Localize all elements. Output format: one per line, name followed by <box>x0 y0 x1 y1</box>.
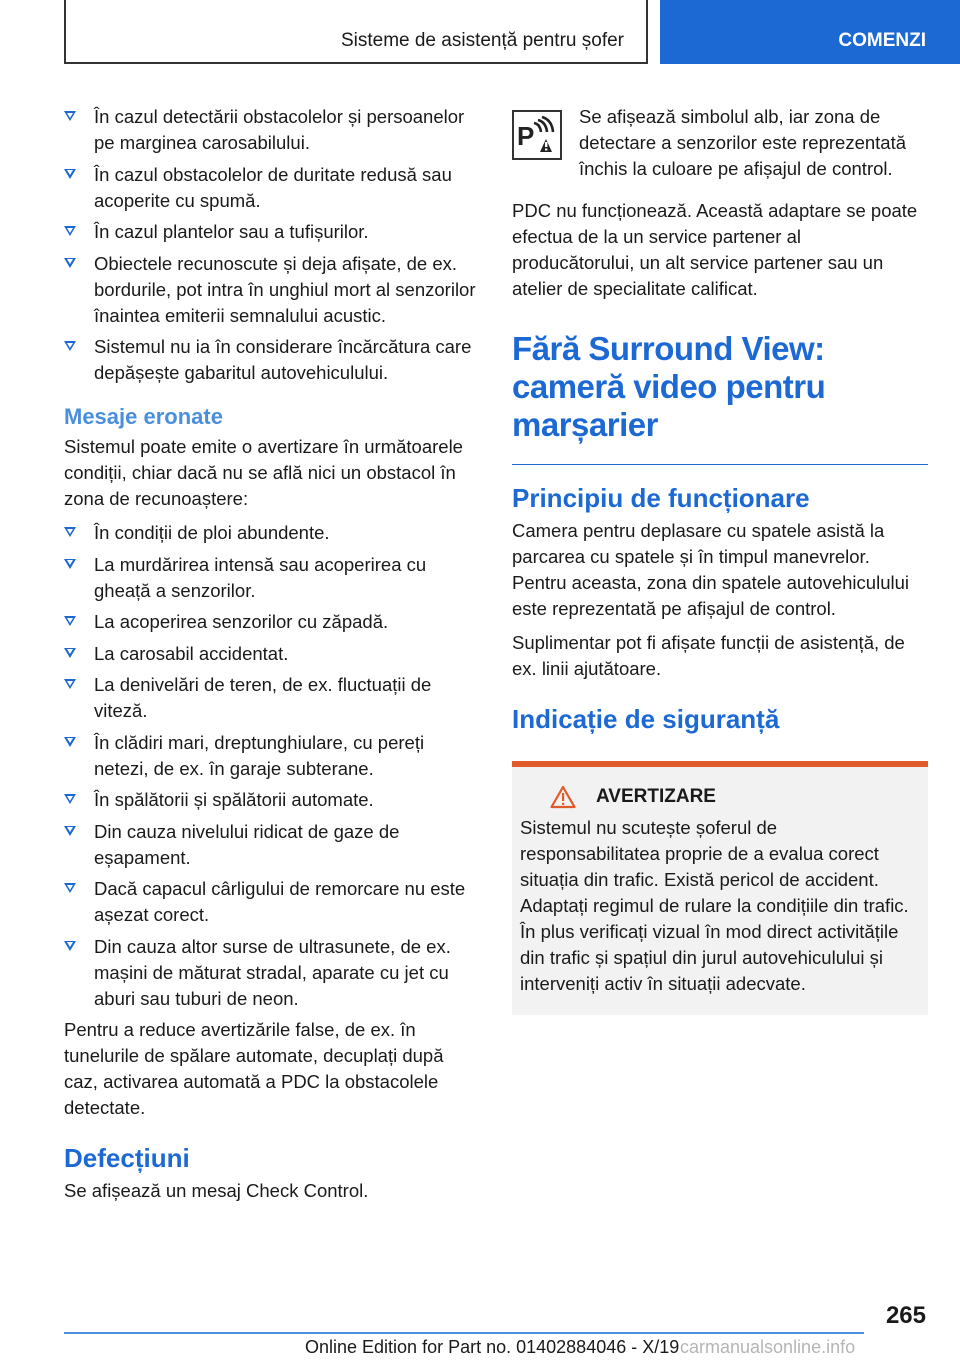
list-item-text: În cazul obstacolelor de duritate redusă sau acoperite cu spumă. <box>94 163 452 211</box>
defects-paragraph: Se afișează un mesaj Check Control. <box>64 1180 369 1201</box>
list-item <box>64 251 480 329</box>
triangle-bullet-icon <box>64 559 76 569</box>
list-item-text: În clădiri mari, dreptunghiulare, cu pereți netezi, de ex. în garaje subterane. <box>94 731 425 779</box>
triangle-bullet-icon <box>64 616 76 626</box>
triangle-bullet-icon <box>64 527 76 537</box>
header-section-box <box>64 0 648 64</box>
warning-box <box>512 761 928 1015</box>
list-item-text: În condiții de ploi abundente. <box>94 522 330 543</box>
triangle-bullet-icon <box>64 883 76 893</box>
right-column <box>512 104 928 1015</box>
triangle-bullet-icon <box>64 226 76 236</box>
footer-watermark: carmanualsonline.info <box>680 1337 856 1357</box>
triangle-bullet-icon <box>64 941 76 951</box>
svg-text:P: P <box>517 121 535 151</box>
list-item <box>64 552 480 604</box>
triangle-bullet-icon <box>64 648 76 658</box>
error-messages-intro: Sistemul poate emite o avertizare în următoarele condiții, chiar dacă nu se află nici un obstacol în zona de recunoaștere: <box>64 436 463 509</box>
list-item-text: În cazul detectării obstacolelor și persoanelor pe marginea carosabilului. <box>94 106 465 153</box>
list-item <box>64 730 480 782</box>
symbol-description-text: Se afișează simbolul alb, iar zona de detectare a senzorilor este reprezentată închis la culoare pe afișajul de control. <box>579 106 907 179</box>
safety-heading: Indicație de siguranță <box>512 704 780 734</box>
triangle-bullet-icon <box>64 737 76 747</box>
list-item <box>64 934 480 1012</box>
bullet-list-error-conditions <box>64 520 480 1012</box>
list-item-text: La acoperirea senzorilor cu zăpadă. <box>94 611 389 632</box>
footer-edition: Online Edition for Part no. 01402884046 - X/19 <box>305 1337 680 1357</box>
triangle-bullet-icon <box>64 679 76 689</box>
header-chapter-tab-label: COMENZI <box>838 30 926 51</box>
list-item-text: Din cauza nivelului ridicat de gaze de eșapament. <box>94 820 400 868</box>
list-item <box>64 219 480 245</box>
footer-divider <box>64 1332 864 1334</box>
list-item <box>64 819 480 871</box>
list-item <box>64 876 480 928</box>
principle-paragraph-1: Camera pentru deplasare cu spatele asistă la parcarea cu spatele și în timpul manevrelor. Pentru aceasta, zona din spatele autovehiculului este reprezentată pe afișajul de control. <box>512 520 909 619</box>
list-item <box>64 520 480 546</box>
page-number: 265 <box>885 1302 926 1329</box>
symbol-description-row <box>512 104 928 182</box>
header-section-title: Sisteme de asistență pentru șofer <box>340 30 624 51</box>
pdc-sensor-icon <box>512 110 562 160</box>
triangle-bullet-icon <box>64 826 76 836</box>
triangle-bullet-icon <box>64 169 76 179</box>
list-item-text: La carosabil accidentat. <box>94 642 289 664</box>
list-item-text: Obiectele recunoscute și deja afișate, de ex. bordurile, pot intra în unghiul mort al senzorilor înaintea emiterii semnalului acustic. <box>94 252 476 326</box>
list-item <box>64 609 480 635</box>
principle-paragraph-2: Suplimentar pot fi afișate funcții de asistență, de ex. linii ajutătoare. <box>512 632 905 679</box>
triangle-bullet-icon <box>64 341 76 351</box>
pdc-not-working-paragraph: PDC nu funcționează. Această adaptare se poate efectua de la un service partener al producătorului, un alt service partener sau un atelier de specialitate calificat. <box>512 200 918 299</box>
defects-heading: Defecțiuni <box>64 1143 190 1173</box>
list-item-text: La denivelări de teren, de ex. fluctuații de viteză. <box>94 674 432 721</box>
list-item-text: În cazul plantelor sau a tufișurilor. <box>94 221 369 242</box>
list-item <box>64 787 480 813</box>
false-alarm-paragraph: Pentru a reduce avertizările false, de ex. în tunelurile de spălare automate, decuplați după caz, activarea automată a PDC la obstacolele detectate. <box>64 1019 444 1118</box>
warning-header <box>520 785 920 809</box>
principle-heading: Principiu de funcționare <box>512 483 810 513</box>
chapter-divider <box>512 464 928 465</box>
list-item-text: Dacă capacul cârligului de remorcare nu este așezat corect. <box>94 878 466 925</box>
header-chapter-tab[interactable] <box>660 0 960 64</box>
list-item-text: Din cauza altor surse de ultrasunete, de ex. mașini de măturat stradal, aparate cu jet cu aburi sau tuburi de neon. <box>94 935 451 1009</box>
triangle-bullet-icon <box>64 258 76 268</box>
list-item <box>64 104 480 156</box>
warning-triangle-icon <box>550 785 576 809</box>
list-item-text: La murdărirea intensă sau acoperirea cu gheață a senzorilor. <box>94 553 427 601</box>
triangle-bullet-icon <box>64 794 76 804</box>
list-item <box>64 672 480 724</box>
triangle-bullet-icon <box>64 111 76 121</box>
chapter-title: Fără Surround View: cameră video pentru marșarier <box>512 330 826 443</box>
list-item <box>64 162 480 214</box>
warning-title: AVERTIZARE <box>596 786 716 807</box>
list-item <box>64 334 480 386</box>
list-item <box>64 641 480 667</box>
warning-text: Sistemul nu scutește șoferul de responsabilitatea proprie de a evalua corect situația din trafic. Există pericol de accident. Adaptați regimul de rulare la condițiile din trafic. În plus verificați vizual în mod direct activitățile din trafic și spațiul din jurul autovehiculului și interveniți activ în situații adecvate. <box>520 817 909 994</box>
list-item-text: În spălătorii și spălătorii automate. <box>94 789 374 810</box>
bullet-list-limitations <box>64 104 480 386</box>
list-item-text: Sistemul nu ia în considerare încărcătura care depășește gabaritul autovehiculului. <box>94 336 472 383</box>
left-column <box>64 104 480 1212</box>
error-messages-heading: Mesaje eronate <box>64 404 223 429</box>
